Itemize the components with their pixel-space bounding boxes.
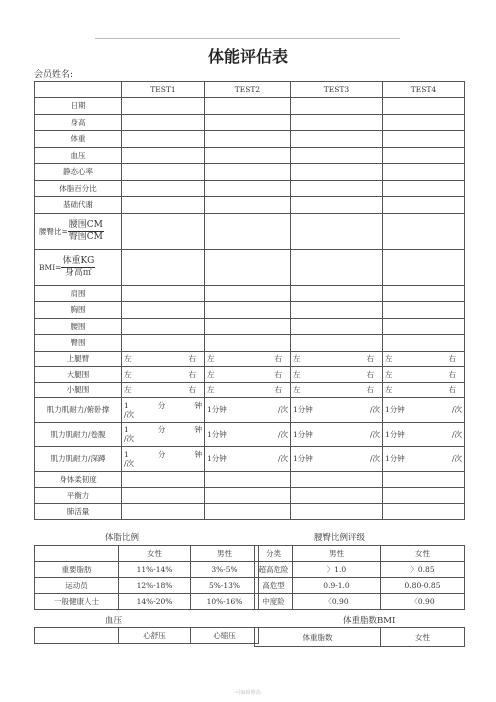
value-cell[interactable]	[383, 422, 465, 447]
table-cell: 0.80-0.85	[381, 578, 465, 594]
row-label: 肌力肌耐力/俯卧撑	[35, 398, 122, 423]
unit-line	[293, 430, 380, 439]
table-row	[35, 398, 465, 423]
unit-part: 1分钟	[207, 429, 227, 439]
table-row	[255, 562, 465, 578]
header-rule	[95, 38, 400, 39]
left-right-pair	[207, 354, 288, 363]
row-label: 小腿围	[35, 382, 122, 398]
table-cell: 3%-5%	[191, 562, 259, 578]
value-cell[interactable]	[205, 382, 291, 398]
table-cell: 重要脂肪	[35, 562, 119, 578]
header-blank	[35, 82, 122, 98]
left-label: 左	[207, 354, 215, 364]
value-cell[interactable]	[291, 249, 383, 285]
value-cell[interactable]	[122, 131, 205, 148]
whr-fraction	[68, 220, 104, 243]
left-right-pair	[293, 385, 380, 394]
value-cell[interactable]	[205, 503, 291, 519]
unit-part: 1分钟	[207, 454, 227, 464]
value-cell[interactable]	[122, 398, 205, 423]
table-row	[35, 213, 465, 249]
value-cell[interactable]	[383, 98, 465, 115]
value-cell[interactable]	[383, 503, 465, 519]
value-cell[interactable]	[122, 422, 205, 447]
left-right-pair	[124, 370, 202, 379]
value-cell[interactable]	[122, 335, 205, 352]
value-cell[interactable]	[122, 213, 205, 249]
whr-grade-table	[254, 545, 465, 610]
right-label: 右	[274, 354, 282, 364]
footer-note: -可编辑修改-	[233, 690, 263, 696]
row-label: 身体柔韧度	[35, 471, 122, 487]
row-label: 体重	[35, 131, 122, 148]
value-cell[interactable]	[291, 318, 383, 335]
right-label: 右	[188, 385, 196, 395]
value-cell[interactable]	[122, 147, 205, 164]
unit-suffix: /次	[124, 409, 135, 419]
value-cell[interactable]	[383, 302, 465, 319]
value-cell[interactable]	[291, 422, 383, 447]
unit-part: 1分钟	[293, 429, 313, 439]
table-cell: 11%-14%	[119, 562, 191, 578]
table-row	[35, 180, 465, 197]
left-label: 左	[385, 354, 393, 364]
value-cell[interactable]	[383, 351, 465, 367]
unit-part: /次	[277, 454, 288, 464]
left-right-pair	[385, 370, 462, 379]
unit-line	[385, 454, 462, 463]
table-cell: 中度险	[255, 594, 293, 610]
table-cell: 高危型	[255, 578, 293, 594]
assessment-table	[34, 81, 465, 520]
value-cell[interactable]	[122, 447, 205, 472]
value-cell[interactable]	[291, 285, 383, 302]
left-right-pair	[385, 385, 462, 394]
right-label: 右	[366, 354, 374, 364]
table-cell: 0.9-1.0	[293, 578, 381, 594]
value-cell[interactable]	[291, 471, 383, 487]
row-label: 腰围	[35, 318, 122, 335]
table-row	[35, 367, 465, 383]
value-cell[interactable]	[205, 147, 291, 164]
unit-part: 1	[124, 449, 129, 459]
row-label: 肌力肌耐力/卷腹	[35, 422, 122, 447]
left-label: 左	[124, 369, 132, 379]
value-cell[interactable]	[122, 114, 205, 131]
table-row	[35, 562, 259, 578]
table-cell: 12%-18%	[119, 578, 191, 594]
table-row	[35, 487, 465, 503]
table-row	[255, 594, 465, 610]
bmi-header-index: 体重脂数	[255, 628, 381, 647]
row-label: 平衡力	[35, 487, 122, 503]
value-cell[interactable]	[291, 398, 383, 423]
table-row	[35, 578, 259, 594]
unit-part: 1	[124, 400, 129, 410]
unit-line	[385, 430, 462, 439]
value-cell[interactable]	[122, 351, 205, 367]
unit-line	[207, 454, 288, 463]
value-cell[interactable]	[122, 302, 205, 319]
bmi-prefix: BMI=	[39, 262, 62, 272]
unit-part: 分	[157, 449, 166, 459]
bmi-table-heading: 体重脂数BMI	[343, 616, 396, 626]
value-cell[interactable]	[383, 114, 465, 131]
value-cell[interactable]	[383, 318, 465, 335]
value-cell[interactable]	[205, 131, 291, 148]
row-label: 肩围	[35, 285, 122, 302]
table-row	[35, 503, 465, 519]
row-label: 基础代谢	[35, 197, 122, 214]
table-cell: 超高危险	[255, 562, 293, 578]
left-right-pair	[293, 370, 380, 379]
header-row	[35, 82, 465, 98]
row-label: 臀围	[35, 335, 122, 352]
value-cell[interactable]	[205, 164, 291, 181]
unit-part: 1分钟	[385, 405, 405, 415]
table-cell: 〉1.0	[293, 562, 381, 578]
value-cell[interactable]	[205, 335, 291, 352]
value-cell[interactable]	[291, 213, 383, 249]
table-cell: 〉0.85	[381, 562, 465, 578]
row-label: 胸围	[35, 302, 122, 319]
table-row	[35, 471, 465, 487]
value-cell[interactable]	[205, 98, 291, 115]
value-cell[interactable]	[122, 98, 205, 115]
whr-denominator: 臀围CM	[68, 231, 103, 242]
value-cell[interactable]	[205, 422, 291, 447]
unit-part: 1分钟	[207, 405, 227, 415]
value-cell[interactable]	[383, 147, 465, 164]
table-row	[35, 546, 259, 562]
value-cell[interactable]	[291, 197, 383, 214]
table-row	[35, 285, 465, 302]
unit-part: 1分钟	[293, 454, 313, 464]
table-row	[35, 447, 465, 472]
row-label: 上腿臂	[35, 351, 122, 367]
value-cell[interactable]	[291, 164, 383, 181]
header-test-1: TEST1	[122, 82, 205, 98]
table-cell: 〈0.90	[381, 594, 465, 610]
value-cell[interactable]	[383, 180, 465, 197]
unit-suffix: /次	[124, 434, 135, 444]
value-cell[interactable]	[383, 131, 465, 148]
unit-line	[124, 425, 202, 434]
value-cell[interactable]	[383, 335, 465, 352]
value-cell[interactable]	[383, 382, 465, 398]
value-cell[interactable]	[205, 318, 291, 335]
value-cell[interactable]	[122, 487, 205, 503]
row-label: 体脂百分比	[35, 180, 122, 197]
value-cell[interactable]	[122, 471, 205, 487]
value-cell[interactable]	[291, 302, 383, 319]
right-label: 右	[188, 354, 196, 364]
table-row	[35, 98, 465, 115]
value-cell[interactable]	[291, 147, 383, 164]
unit-part: /次	[451, 429, 462, 439]
value-cell[interactable]	[291, 503, 383, 519]
right-label: 右	[274, 385, 282, 395]
unit-part: /次	[369, 454, 380, 464]
value-cell[interactable]	[205, 302, 291, 319]
value-cell[interactable]	[383, 471, 465, 487]
unit-part: 钟	[194, 425, 202, 435]
row-label: 静态心率	[35, 164, 122, 181]
row-label: 日期	[35, 98, 122, 115]
bmi-header-female: 女性	[381, 628, 465, 647]
value-cell[interactable]	[122, 382, 205, 398]
value-cell[interactable]	[122, 285, 205, 302]
left-label: 左	[124, 354, 132, 364]
left-label: 左	[207, 385, 215, 395]
left-right-pair	[207, 370, 288, 379]
table-cell: 10%-16%	[191, 594, 259, 610]
row-label: 血压	[35, 147, 122, 164]
left-label: 左	[385, 369, 393, 379]
value-cell[interactable]	[383, 285, 465, 302]
bodyfat-heading: 体脂比例	[105, 533, 140, 543]
left-label: 左	[293, 385, 301, 395]
unit-part: 钟	[194, 449, 202, 459]
left-label: 左	[293, 354, 301, 364]
unit-part: /次	[369, 405, 380, 415]
value-cell[interactable]	[291, 335, 383, 352]
value-cell[interactable]	[205, 447, 291, 472]
unit-line	[124, 450, 202, 459]
value-cell[interactable]	[205, 471, 291, 487]
unit-suffix: /次	[124, 458, 135, 468]
value-cell[interactable]	[291, 487, 383, 503]
table-row	[35, 114, 465, 131]
value-cell[interactable]	[383, 213, 465, 249]
right-label: 右	[448, 354, 456, 364]
bmi-numerator: 体重KG	[62, 255, 95, 266]
value-cell[interactable]	[383, 398, 465, 423]
unit-line	[385, 405, 462, 414]
table-cell: 运动员	[35, 578, 119, 594]
value-cell[interactable]	[291, 351, 383, 367]
unit-part: /次	[277, 405, 288, 415]
right-label: 右	[448, 385, 456, 395]
unit-line	[293, 405, 380, 414]
value-cell[interactable]	[122, 318, 205, 335]
value-cell[interactable]	[291, 98, 383, 115]
left-label: 左	[124, 385, 132, 395]
value-cell[interactable]	[291, 382, 383, 398]
row-label: 大腿围	[35, 367, 122, 383]
table-row	[35, 164, 465, 181]
unit-line	[293, 454, 380, 463]
column-header: 女性	[119, 546, 191, 562]
value-cell[interactable]	[383, 447, 465, 472]
bodyfat-table	[34, 545, 259, 610]
value-cell[interactable]	[205, 249, 291, 285]
bp-header-blank	[35, 628, 119, 644]
table-row	[35, 318, 465, 335]
column-header: 男性	[191, 546, 259, 562]
value-cell[interactable]	[291, 447, 383, 472]
left-right-pair	[124, 385, 202, 394]
value-cell[interactable]	[205, 398, 291, 423]
unit-part: /次	[369, 429, 380, 439]
value-cell[interactable]	[122, 180, 205, 197]
value-cell[interactable]	[205, 285, 291, 302]
table-row	[35, 382, 465, 398]
table-row	[255, 546, 465, 562]
unit-line	[124, 401, 202, 410]
value-cell[interactable]	[122, 367, 205, 383]
value-cell[interactable]	[205, 213, 291, 249]
value-cell[interactable]	[291, 180, 383, 197]
value-cell[interactable]	[122, 503, 205, 519]
unit-part: /次	[451, 454, 462, 464]
value-cell[interactable]	[383, 164, 465, 181]
page-title: 体能评估表	[207, 47, 288, 66]
value-cell[interactable]	[383, 367, 465, 383]
whr-numerator: 腰围CM	[68, 219, 103, 230]
member-name-label: 会员姓名:	[34, 70, 74, 80]
bp-header-diastolic: 心舒压	[119, 628, 191, 644]
bmi-table	[254, 627, 465, 647]
right-label: 右	[188, 369, 196, 379]
value-cell[interactable]	[205, 367, 291, 383]
column-header	[35, 546, 119, 562]
left-label: 左	[207, 369, 215, 379]
unit-line	[207, 430, 288, 439]
column-header: 分类	[255, 546, 293, 562]
table-cell: 一般健康人士	[35, 594, 119, 610]
table-row	[35, 335, 465, 352]
row-label: 肺活量	[35, 503, 122, 519]
table-row	[35, 249, 465, 285]
header-test-2: TEST2	[205, 82, 291, 98]
header-test-4: TEST4	[383, 82, 465, 98]
table-cell: 5%-13%	[191, 578, 259, 594]
bp-table	[34, 627, 259, 644]
value-cell[interactable]	[291, 131, 383, 148]
value-cell[interactable]	[205, 487, 291, 503]
unit-line	[207, 405, 288, 414]
bp-heading: 血压	[105, 616, 123, 626]
table-row	[35, 131, 465, 148]
row-label: 身高	[35, 114, 122, 131]
bmi-formula	[35, 249, 122, 285]
value-cell[interactable]	[205, 351, 291, 367]
unit-part: 分	[157, 400, 166, 410]
table-row	[35, 422, 465, 447]
right-label: 右	[448, 369, 456, 379]
table-cell: 14%-20%	[119, 594, 191, 610]
row-label: 肌力肌耐力/深蹲	[35, 447, 122, 472]
left-label: 左	[293, 369, 301, 379]
unit-part: 1分钟	[385, 429, 405, 439]
value-cell[interactable]	[291, 367, 383, 383]
value-cell[interactable]	[205, 180, 291, 197]
value-cell[interactable]	[205, 197, 291, 214]
unit-part: /次	[451, 405, 462, 415]
whr-grade-heading: 腰臀比例评级	[314, 533, 366, 543]
table-row	[35, 351, 465, 367]
table-cell: 〈0.90	[293, 594, 381, 610]
table-row	[35, 594, 259, 610]
table-row	[255, 578, 465, 594]
right-label: 右	[366, 385, 374, 395]
unit-part: /次	[277, 429, 288, 439]
bmi-fraction	[61, 256, 95, 279]
right-label: 右	[366, 369, 374, 379]
right-label: 右	[274, 369, 282, 379]
value-cell[interactable]	[383, 487, 465, 503]
table-row	[35, 147, 465, 164]
value-cell[interactable]	[122, 164, 205, 181]
value-cell[interactable]	[383, 249, 465, 285]
table-row	[35, 302, 465, 319]
whr-formula	[35, 213, 122, 249]
value-cell[interactable]	[122, 249, 205, 285]
unit-part: 1分钟	[293, 405, 313, 415]
left-right-pair	[293, 354, 380, 363]
unit-part: 分	[157, 425, 166, 435]
left-right-pair	[385, 354, 462, 363]
value-cell[interactable]	[291, 114, 383, 131]
column-header: 女性	[381, 546, 465, 562]
unit-part: 钟	[194, 400, 202, 410]
left-right-pair	[124, 354, 202, 363]
table-row	[35, 197, 465, 214]
unit-part: 1	[124, 425, 129, 435]
value-cell[interactable]	[383, 197, 465, 214]
bmi-denominator: 身高㎡	[64, 267, 92, 278]
unit-part: 1分钟	[385, 454, 405, 464]
header-test-3: TEST3	[291, 82, 383, 98]
left-right-pair	[207, 385, 288, 394]
left-label: 左	[385, 385, 393, 395]
whr-prefix: 腰臀比=	[39, 226, 68, 236]
value-cell[interactable]	[205, 114, 291, 131]
column-header: 男性	[293, 546, 381, 562]
bp-header-systolic: 心缩压	[191, 628, 259, 644]
value-cell[interactable]	[122, 197, 205, 214]
